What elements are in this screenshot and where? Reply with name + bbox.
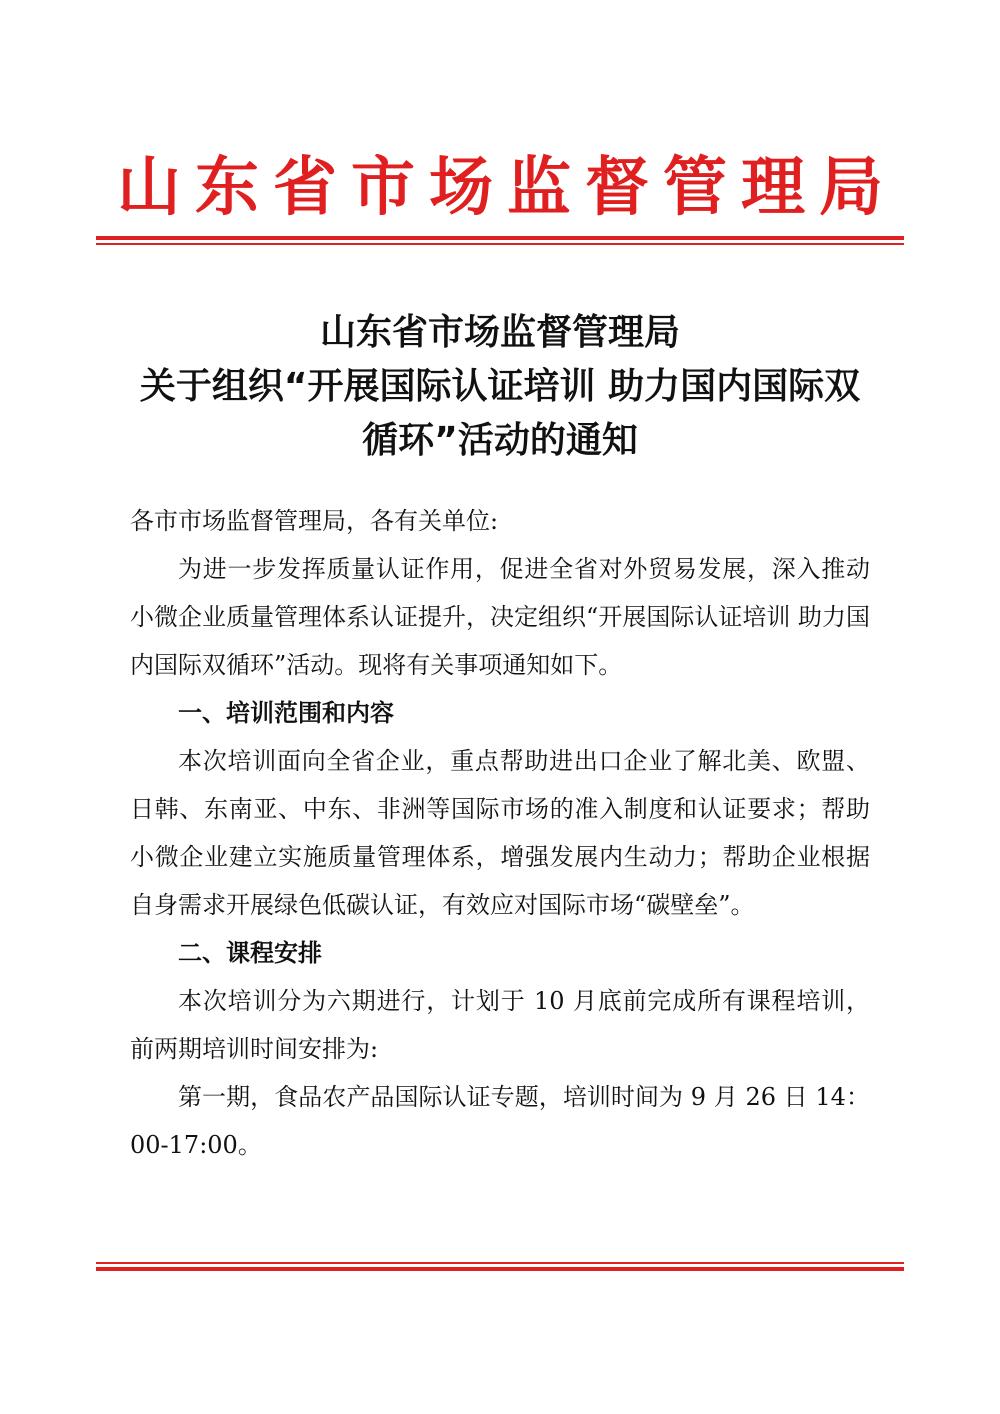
footer-rule-thick <box>96 1267 904 1271</box>
masthead-title: 山东省市场监督管理局 <box>117 151 897 225</box>
document-title <box>100 306 900 468</box>
section-2-paragraph: 本次培训分为六期进行，计划于 10 月底前完成所有课程培训，前两期培训时间安排为: <box>130 987 870 1063</box>
footer-rule <box>96 1262 904 1271</box>
masthead-rule-thick <box>96 236 904 240</box>
footer-rule-thin <box>96 1262 904 1264</box>
masthead-rule <box>96 236 904 245</box>
section-2-heading: 二、课程安排 <box>178 939 322 967</box>
title-line-2: 关于组织“开展国际认证培训 助力国内国际双 <box>139 366 861 407</box>
document-body <box>130 497 870 1169</box>
intro-paragraph: 为进一步发挥质量认证作用，促进全省对外贸易发展，深入推动小微企业质量管理体系认证提升，决定组织“开展国际认证培训 助力国内国际双循环”活动。现将有关事项通知如下。 <box>130 555 870 679</box>
masthead-rule-thin <box>96 243 904 245</box>
salutation: 各市市场监督管理局，各有关单位: <box>130 507 499 535</box>
section-1-heading: 一、培训范围和内容 <box>178 699 394 727</box>
phase-1-paragraph: 第一期，食品农产品国际认证专题，培训时间为 9 月 26 日 14：00-17:00。 <box>130 1083 870 1159</box>
title-line-3: 循环”活动的通知 <box>362 420 638 461</box>
section-1-paragraph: 本次培训面向全省企业，重点帮助进出口企业了解北美、欧盟、日韩、东南亚、中东、非洲等国际市场的准入制度和认证要求；帮助小微企业建立实施质量管理体系，增强发展内生动力；帮助企业根据自身需求开展绿色低碳认证，有效应对国际市场“碳壁垒”。 <box>130 747 870 919</box>
title-line-1: 山东省市场监督管理局 <box>319 312 680 353</box>
